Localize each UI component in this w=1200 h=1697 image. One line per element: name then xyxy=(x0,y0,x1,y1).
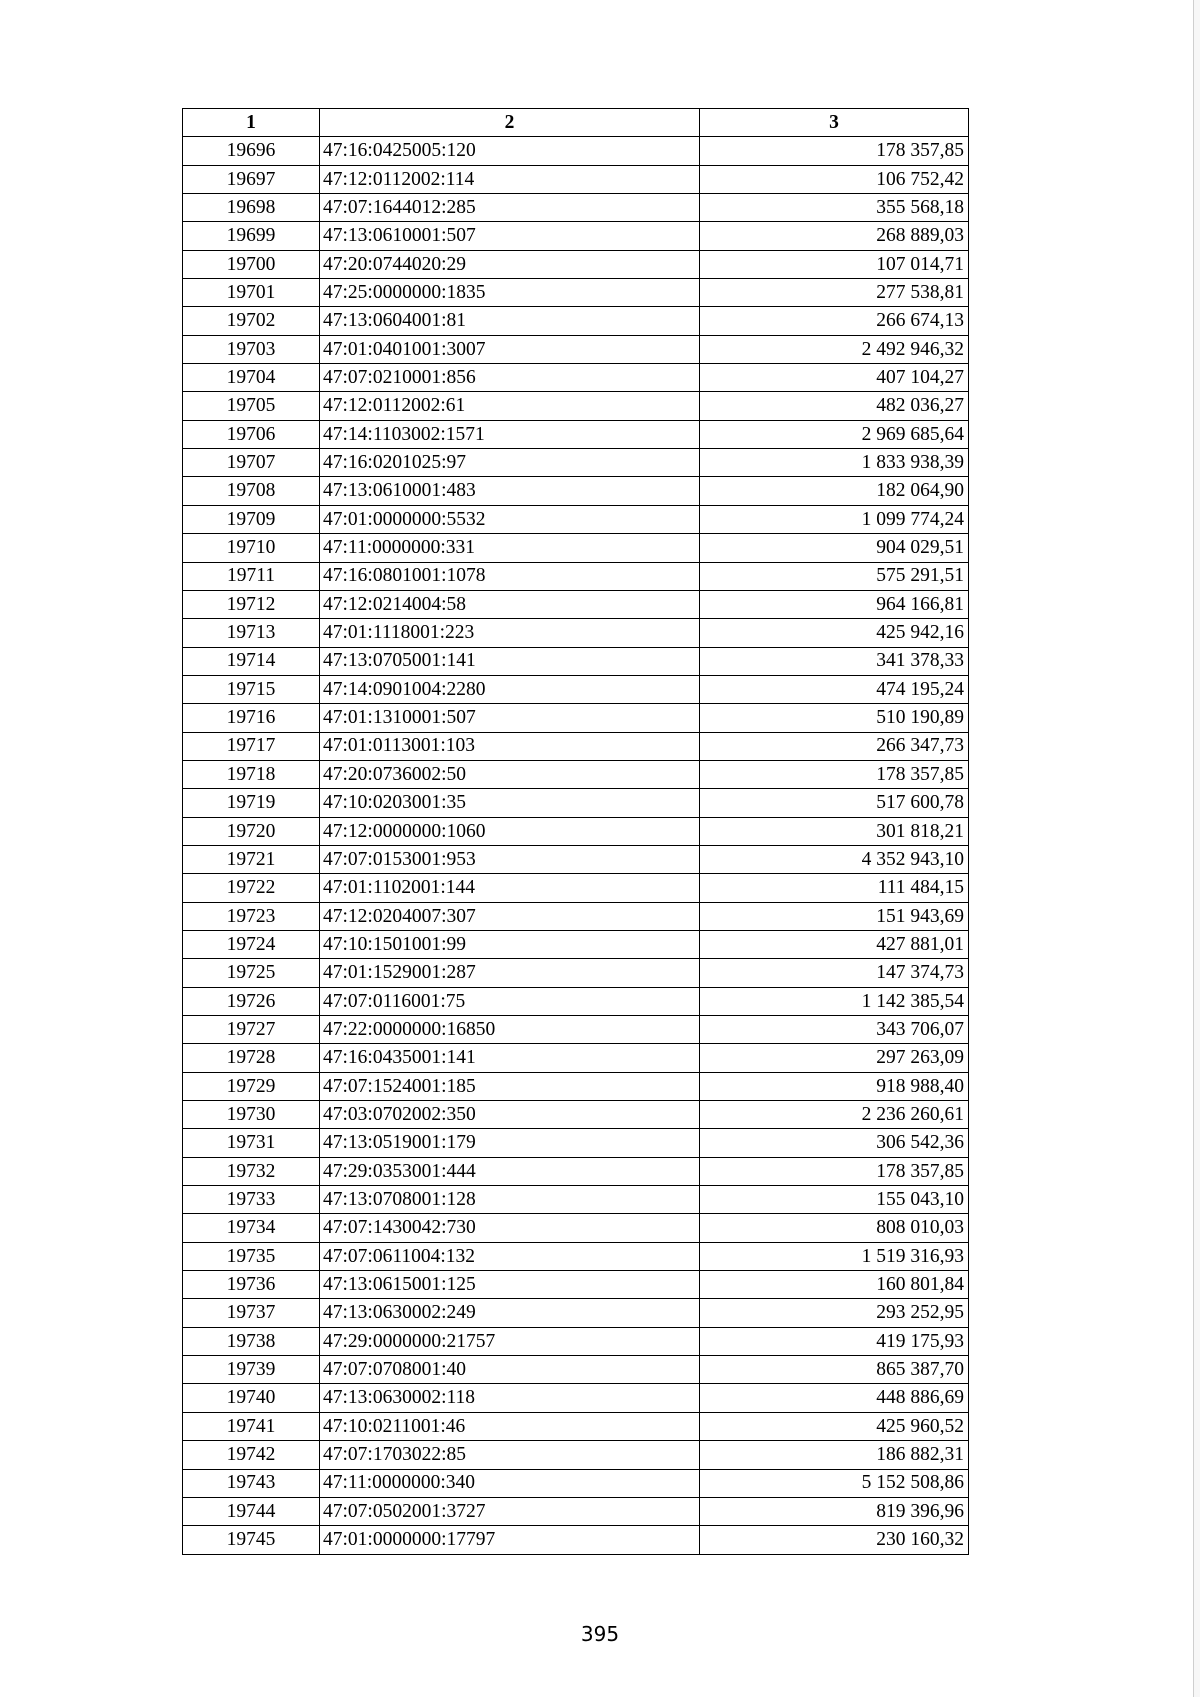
header-col-2: 2 xyxy=(320,109,700,137)
value-cell: 266 347,73 xyxy=(700,732,969,760)
cadastral-number-cell: 47:07:0210001:856 xyxy=(320,364,700,392)
value-cell: 407 104,27 xyxy=(700,364,969,392)
value-cell: 186 882,31 xyxy=(700,1441,969,1469)
table-row xyxy=(183,902,969,930)
table-row xyxy=(183,165,969,193)
cadastral-number-cell: 47:16:0435001:141 xyxy=(320,1044,700,1072)
cadastral-number-cell: 47:16:0801001:1078 xyxy=(320,562,700,590)
row-number-cell: 19727 xyxy=(183,1016,320,1044)
header-col-1: 1 xyxy=(183,109,320,137)
row-number-cell: 19704 xyxy=(183,364,320,392)
cadastral-number-cell: 47:14:0901004:2280 xyxy=(320,675,700,703)
page-edge xyxy=(1193,0,1200,1697)
table-row xyxy=(183,1327,969,1355)
table-row xyxy=(183,1242,969,1270)
cadastral-number-cell: 47:13:0610001:507 xyxy=(320,222,700,250)
row-number-cell: 19700 xyxy=(183,250,320,278)
row-number-cell: 19719 xyxy=(183,789,320,817)
value-cell: 178 357,85 xyxy=(700,1157,969,1185)
value-cell: 106 752,42 xyxy=(700,165,969,193)
cadastral-number-cell: 47:14:1103002:1571 xyxy=(320,420,700,448)
row-number-cell: 19699 xyxy=(183,222,320,250)
table-row xyxy=(183,619,969,647)
table-row xyxy=(183,534,969,562)
cadastral-number-cell: 47:01:0000000:17797 xyxy=(320,1526,700,1554)
row-number-cell: 19736 xyxy=(183,1271,320,1299)
header-row xyxy=(183,109,969,137)
table-row xyxy=(183,307,969,335)
cadastral-number-cell: 47:13:0615001:125 xyxy=(320,1271,700,1299)
value-cell: 1 833 938,39 xyxy=(700,449,969,477)
cadastral-number-cell: 47:01:1529001:287 xyxy=(320,959,700,987)
table-row xyxy=(183,562,969,590)
value-cell: 2 969 685,64 xyxy=(700,420,969,448)
row-number-cell: 19705 xyxy=(183,392,320,420)
table-row xyxy=(183,477,969,505)
table-row xyxy=(183,1356,969,1384)
row-number-cell: 19696 xyxy=(183,137,320,165)
table-row xyxy=(183,1384,969,1412)
value-cell: 297 263,09 xyxy=(700,1044,969,1072)
table-row xyxy=(183,449,969,477)
cadastral-number-cell: 47:11:0000000:340 xyxy=(320,1469,700,1497)
cadastral-number-cell: 47:01:1118001:223 xyxy=(320,619,700,647)
table-row xyxy=(183,1469,969,1497)
row-number-cell: 19720 xyxy=(183,817,320,845)
cadastral-number-cell: 47:07:0116001:75 xyxy=(320,987,700,1015)
row-number-cell: 19721 xyxy=(183,845,320,873)
table-row xyxy=(183,392,969,420)
row-number-cell: 19709 xyxy=(183,505,320,533)
table-row xyxy=(183,137,969,165)
table-row xyxy=(183,335,969,363)
table-row xyxy=(183,1497,969,1525)
data-table xyxy=(182,108,969,1555)
value-cell: 155 043,10 xyxy=(700,1186,969,1214)
cadastral-number-cell: 47:25:0000000:1835 xyxy=(320,279,700,307)
value-cell: 510 190,89 xyxy=(700,704,969,732)
table-row xyxy=(183,364,969,392)
cadastral-number-cell: 47:10:0211001:46 xyxy=(320,1412,700,1440)
table-row xyxy=(183,817,969,845)
row-number-cell: 19710 xyxy=(183,534,320,562)
document-table-container xyxy=(182,108,968,1555)
cadastral-number-cell: 47:03:0702002:350 xyxy=(320,1101,700,1129)
cadastral-number-cell: 47:13:0604001:81 xyxy=(320,307,700,335)
table-row xyxy=(183,1271,969,1299)
row-number-cell: 19732 xyxy=(183,1157,320,1185)
row-number-cell: 19701 xyxy=(183,279,320,307)
cadastral-number-cell: 47:16:0201025:97 xyxy=(320,449,700,477)
value-cell: 107 014,71 xyxy=(700,250,969,278)
row-number-cell: 19739 xyxy=(183,1356,320,1384)
table-header xyxy=(183,109,969,137)
value-cell: 904 029,51 xyxy=(700,534,969,562)
cadastral-number-cell: 47:07:1644012:285 xyxy=(320,194,700,222)
table-row xyxy=(183,760,969,788)
value-cell: 343 706,07 xyxy=(700,1016,969,1044)
table-row xyxy=(183,789,969,817)
cadastral-number-cell: 47:12:0000000:1060 xyxy=(320,817,700,845)
value-cell: 147 374,73 xyxy=(700,959,969,987)
table-row xyxy=(183,1044,969,1072)
value-cell: 182 064,90 xyxy=(700,477,969,505)
value-cell: 474 195,24 xyxy=(700,675,969,703)
cadastral-number-cell: 47:07:1524001:185 xyxy=(320,1072,700,1100)
row-number-cell: 19707 xyxy=(183,449,320,477)
value-cell: 575 291,51 xyxy=(700,562,969,590)
row-number-cell: 19729 xyxy=(183,1072,320,1100)
row-number-cell: 19713 xyxy=(183,619,320,647)
value-cell: 482 036,27 xyxy=(700,392,969,420)
table-row xyxy=(183,1299,969,1327)
row-number-cell: 19722 xyxy=(183,874,320,902)
cadastral-number-cell: 47:10:1501001:99 xyxy=(320,930,700,958)
row-number-cell: 19711 xyxy=(183,562,320,590)
table-row xyxy=(183,590,969,618)
row-number-cell: 19745 xyxy=(183,1526,320,1554)
row-number-cell: 19734 xyxy=(183,1214,320,1242)
row-number-cell: 19728 xyxy=(183,1044,320,1072)
cadastral-number-cell: 47:07:1430042:730 xyxy=(320,1214,700,1242)
cadastral-number-cell: 47:01:0401001:3007 xyxy=(320,335,700,363)
cadastral-number-cell: 47:01:0000000:5532 xyxy=(320,505,700,533)
value-cell: 1 142 385,54 xyxy=(700,987,969,1015)
table-row xyxy=(183,704,969,732)
table-row xyxy=(183,1157,969,1185)
cadastral-number-cell: 47:20:0744020:29 xyxy=(320,250,700,278)
value-cell: 355 568,18 xyxy=(700,194,969,222)
table-row xyxy=(183,845,969,873)
cadastral-number-cell: 47:13:0708001:128 xyxy=(320,1186,700,1214)
row-number-cell: 19715 xyxy=(183,675,320,703)
cadastral-number-cell: 47:01:1102001:144 xyxy=(320,874,700,902)
value-cell: 306 542,36 xyxy=(700,1129,969,1157)
table-row xyxy=(183,1526,969,1554)
table-row xyxy=(183,1101,969,1129)
header-col-3: 3 xyxy=(700,109,969,137)
table-row xyxy=(183,874,969,902)
row-number-cell: 19703 xyxy=(183,335,320,363)
value-cell: 230 160,32 xyxy=(700,1526,969,1554)
cadastral-number-cell: 47:13:0630002:249 xyxy=(320,1299,700,1327)
row-number-cell: 19730 xyxy=(183,1101,320,1129)
table-row xyxy=(183,1129,969,1157)
cadastral-number-cell: 47:13:0610001:483 xyxy=(320,477,700,505)
row-number-cell: 19741 xyxy=(183,1412,320,1440)
cadastral-number-cell: 47:13:0630002:118 xyxy=(320,1384,700,1412)
row-number-cell: 19725 xyxy=(183,959,320,987)
table-row xyxy=(183,250,969,278)
cadastral-number-cell: 47:29:0353001:444 xyxy=(320,1157,700,1185)
value-cell: 1 099 774,24 xyxy=(700,505,969,533)
value-cell: 2 492 946,32 xyxy=(700,335,969,363)
value-cell: 865 387,70 xyxy=(700,1356,969,1384)
cadastral-number-cell: 47:12:0204007:307 xyxy=(320,902,700,930)
table-row xyxy=(183,279,969,307)
cadastral-number-cell: 47:13:0705001:141 xyxy=(320,647,700,675)
value-cell: 918 988,40 xyxy=(700,1072,969,1100)
value-cell: 5 152 508,86 xyxy=(700,1469,969,1497)
row-number-cell: 19702 xyxy=(183,307,320,335)
table-row xyxy=(183,1441,969,1469)
row-number-cell: 19698 xyxy=(183,194,320,222)
table-row xyxy=(183,959,969,987)
cadastral-number-cell: 47:10:0203001:35 xyxy=(320,789,700,817)
row-number-cell: 19716 xyxy=(183,704,320,732)
value-cell: 425 960,52 xyxy=(700,1412,969,1440)
row-number-cell: 19744 xyxy=(183,1497,320,1525)
value-cell: 2 236 260,61 xyxy=(700,1101,969,1129)
cadastral-number-cell: 47:01:1310001:507 xyxy=(320,704,700,732)
cadastral-number-cell: 47:07:0611004:132 xyxy=(320,1242,700,1270)
value-cell: 517 600,78 xyxy=(700,789,969,817)
value-cell: 151 943,69 xyxy=(700,902,969,930)
cadastral-number-cell: 47:07:0502001:3727 xyxy=(320,1497,700,1525)
row-number-cell: 19743 xyxy=(183,1469,320,1497)
value-cell: 293 252,95 xyxy=(700,1299,969,1327)
value-cell: 160 801,84 xyxy=(700,1271,969,1299)
row-number-cell: 19706 xyxy=(183,420,320,448)
value-cell: 301 818,21 xyxy=(700,817,969,845)
value-cell: 268 889,03 xyxy=(700,222,969,250)
row-number-cell: 19740 xyxy=(183,1384,320,1412)
table-row xyxy=(183,222,969,250)
cadastral-number-cell: 47:12:0112002:114 xyxy=(320,165,700,193)
row-number-cell: 19718 xyxy=(183,760,320,788)
value-cell: 419 175,93 xyxy=(700,1327,969,1355)
value-cell: 425 942,16 xyxy=(700,619,969,647)
table-row xyxy=(183,1412,969,1440)
value-cell: 178 357,85 xyxy=(700,137,969,165)
table-row xyxy=(183,675,969,703)
cadastral-number-cell: 47:07:1703022:85 xyxy=(320,1441,700,1469)
row-number-cell: 19735 xyxy=(183,1242,320,1270)
row-number-cell: 19742 xyxy=(183,1441,320,1469)
table-row xyxy=(183,732,969,760)
row-number-cell: 19717 xyxy=(183,732,320,760)
value-cell: 1 519 316,93 xyxy=(700,1242,969,1270)
table-row xyxy=(183,930,969,958)
value-cell: 4 352 943,10 xyxy=(700,845,969,873)
row-number-cell: 19723 xyxy=(183,902,320,930)
table-row xyxy=(183,647,969,675)
row-number-cell: 19731 xyxy=(183,1129,320,1157)
row-number-cell: 19726 xyxy=(183,987,320,1015)
row-number-cell: 19708 xyxy=(183,477,320,505)
row-number-cell: 19714 xyxy=(183,647,320,675)
value-cell: 178 357,85 xyxy=(700,760,969,788)
cadastral-number-cell: 47:01:0113001:103 xyxy=(320,732,700,760)
row-number-cell: 19724 xyxy=(183,930,320,958)
cadastral-number-cell: 47:07:0708001:40 xyxy=(320,1356,700,1384)
table-row xyxy=(183,505,969,533)
cadastral-number-cell: 47:29:0000000:21757 xyxy=(320,1327,700,1355)
table-row xyxy=(183,1016,969,1044)
cadastral-number-cell: 47:07:0153001:953 xyxy=(320,845,700,873)
value-cell: 819 396,96 xyxy=(700,1497,969,1525)
value-cell: 341 378,33 xyxy=(700,647,969,675)
row-number-cell: 19738 xyxy=(183,1327,320,1355)
cadastral-number-cell: 47:13:0519001:179 xyxy=(320,1129,700,1157)
value-cell: 427 881,01 xyxy=(700,930,969,958)
table-row xyxy=(183,420,969,448)
page-number: 395 xyxy=(580,1622,620,1646)
cadastral-number-cell: 47:16:0425005:120 xyxy=(320,137,700,165)
table-row xyxy=(183,1214,969,1242)
row-number-cell: 19737 xyxy=(183,1299,320,1327)
cadastral-number-cell: 47:12:0214004:58 xyxy=(320,590,700,618)
value-cell: 111 484,15 xyxy=(700,874,969,902)
value-cell: 964 166,81 xyxy=(700,590,969,618)
value-cell: 808 010,03 xyxy=(700,1214,969,1242)
value-cell: 277 538,81 xyxy=(700,279,969,307)
row-number-cell: 19733 xyxy=(183,1186,320,1214)
cadastral-number-cell: 47:20:0736002:50 xyxy=(320,760,700,788)
value-cell: 448 886,69 xyxy=(700,1384,969,1412)
cadastral-number-cell: 47:22:0000000:16850 xyxy=(320,1016,700,1044)
table-row xyxy=(183,1186,969,1214)
table-body xyxy=(183,137,969,1554)
table-row xyxy=(183,987,969,1015)
row-number-cell: 19712 xyxy=(183,590,320,618)
value-cell: 266 674,13 xyxy=(700,307,969,335)
row-number-cell: 19697 xyxy=(183,165,320,193)
cadastral-number-cell: 47:11:0000000:331 xyxy=(320,534,700,562)
table-row xyxy=(183,194,969,222)
cadastral-number-cell: 47:12:0112002:61 xyxy=(320,392,700,420)
table-row xyxy=(183,1072,969,1100)
